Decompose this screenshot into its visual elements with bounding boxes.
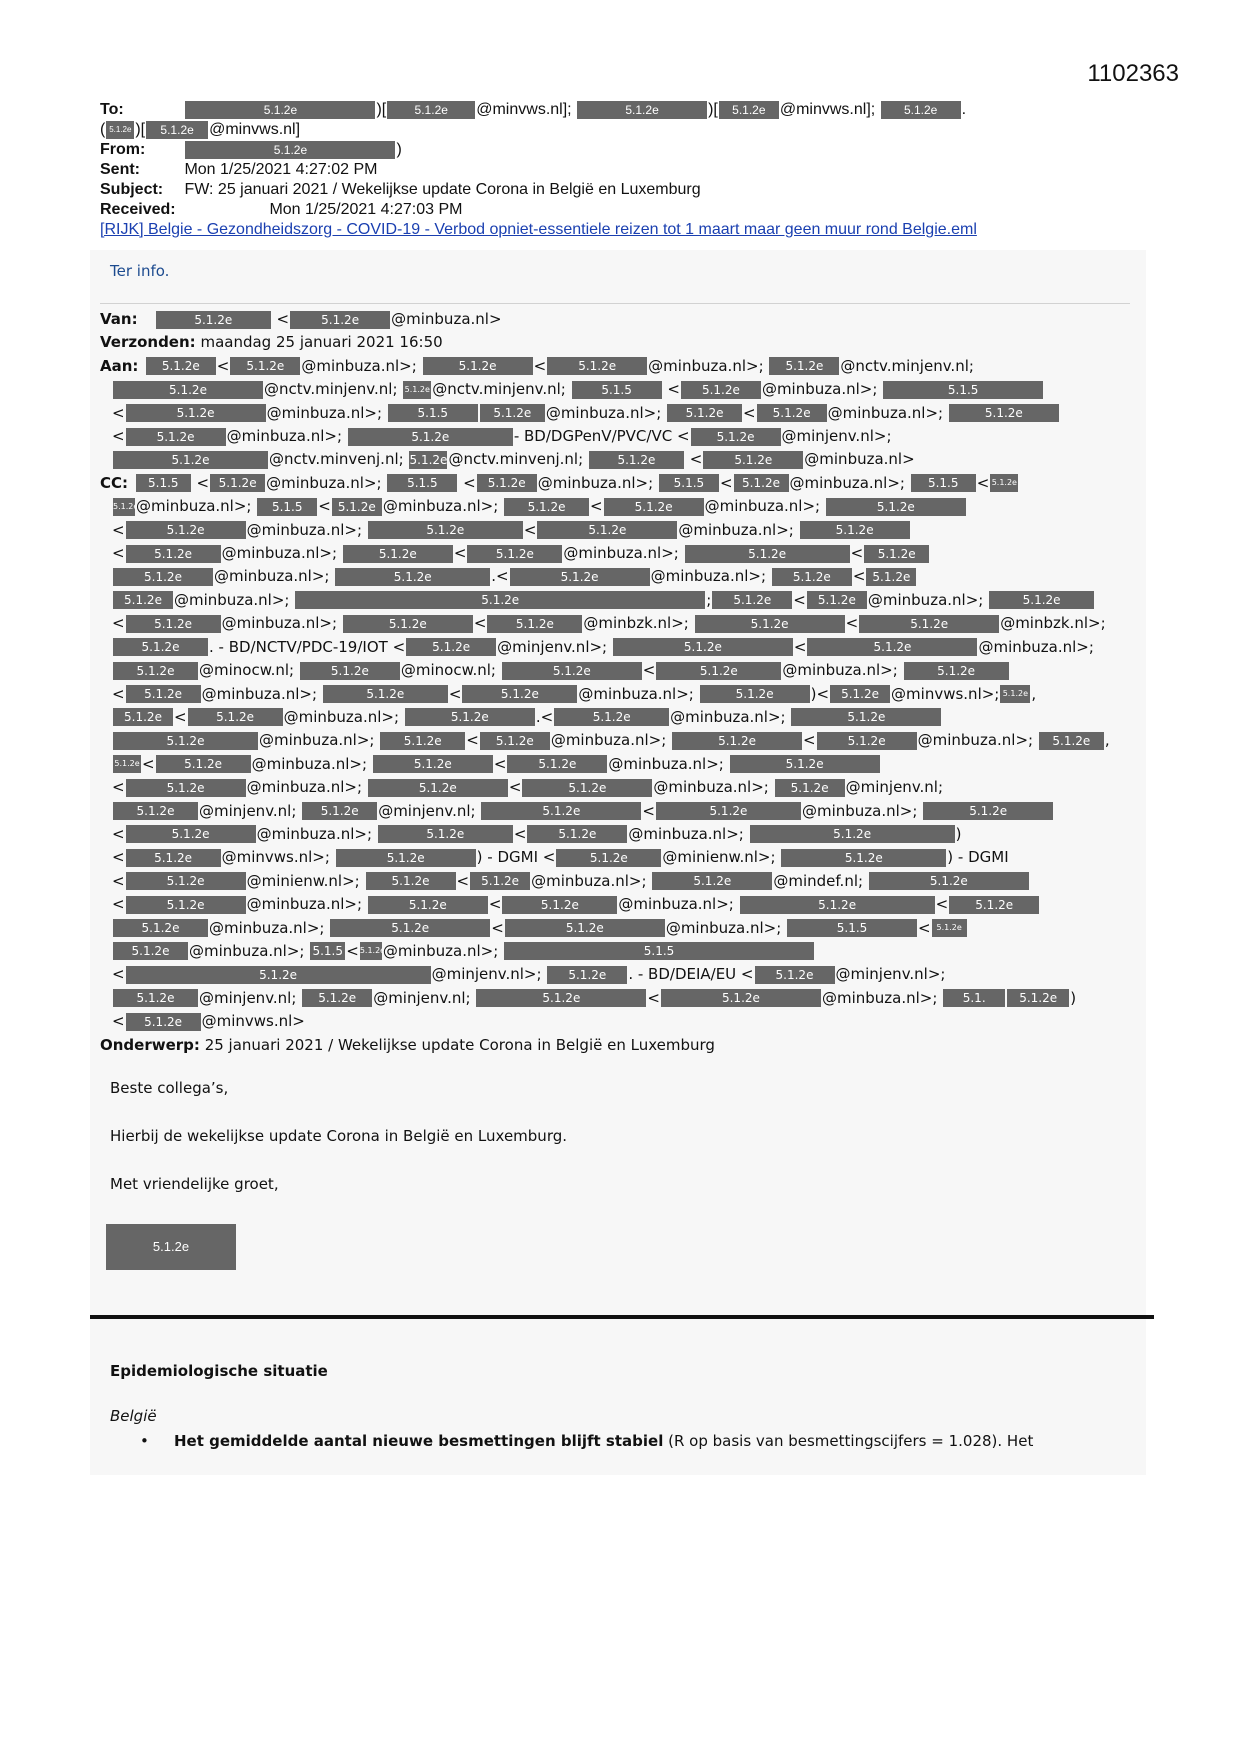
redaction: 5.1.2e (480, 732, 550, 750)
redaction: 5.1.2e (712, 591, 792, 609)
redaction: 5.1.2e (302, 802, 377, 820)
redaction: 5.1.5 (387, 474, 457, 492)
email-domain: @minienw.nl>; (662, 848, 776, 867)
redaction: 5.1.2e (750, 825, 955, 843)
redaction: 5.1.2e (409, 452, 448, 467)
email-domain: @minbuza.nl>; (650, 567, 767, 586)
redaction: 5.1.2e (681, 381, 761, 399)
attachment-row (100, 220, 1140, 240)
redaction: 5.1.2e (368, 779, 508, 797)
email-domain: @minbuza.nl>; (201, 684, 318, 703)
cc-line: 5.1.2e @minjenv.nl; 5.1.2e @minjenv.nl; 5.1.2e < 5.1.2e @minbuza.nl>; 5.1.2e (100, 800, 1140, 823)
aan-line: Aan: 5.1.2e < 5.1.2e @minbuza.nl>; 5.1.2e < 5.1.2e @minbuza.nl>; 5.1.2e @nctv.minjenv.nl; (100, 355, 1140, 378)
redaction: 5.1.2e (755, 966, 835, 984)
redaction: 5.1.2e (656, 662, 781, 680)
redaction: 5.1.2e (470, 872, 530, 890)
redaction: 5.1.2e (330, 919, 490, 937)
redaction: 5.1.2e (807, 591, 867, 609)
redaction: 5.1.2e (949, 404, 1059, 422)
verzonden-value: maandag 25 januari 2021 16:50 (200, 333, 443, 352)
bullet-rest-text: (R op basis van besmettingscijfers = 1.028). Het (663, 1432, 1034, 1450)
redaction: 5.1.2e (185, 101, 375, 119)
email-domain: ) - DGMI (947, 848, 1009, 867)
verzonden-label: Verzonden: (100, 333, 196, 352)
redaction: 5.1.2e (378, 825, 513, 843)
redaction: 5.1.2e (695, 615, 845, 633)
redaction: 5.1.2e (295, 591, 705, 609)
onderwerp-label: Onderwerp: (100, 1035, 200, 1054)
redaction: 5.1.2e (932, 919, 967, 937)
sent-label: Sent: (100, 161, 140, 178)
cc-line: < 5.1.2e @minbuza.nl>; 5.1.2e < 5.1.2e @minbuza.nl>; 5.1.2e < 5.1.2e (100, 542, 1140, 565)
redaction: 5.1.2e (113, 638, 208, 656)
signature-redaction: 5.1.2e (106, 1224, 236, 1270)
redaction: 5.1.2e (700, 685, 810, 703)
email-domain: @nctv.minvenj.nl; (269, 450, 404, 469)
redaction: 5.1.2e (502, 662, 642, 680)
to-row-continued: ( 5.1.2e )[ 5.1.2e @minvws.nl] (100, 121, 301, 138)
received-row (100, 200, 1140, 220)
redaction: 5.1.2e (113, 942, 188, 960)
divider (100, 303, 1130, 304)
redaction: 5.1.2e (613, 638, 793, 656)
redaction: 5.1.2e (113, 919, 208, 937)
email-domain: @minvws.nl>; (221, 848, 330, 867)
redaction: 5.1.2e (126, 872, 246, 890)
email-domain: @minbuza.nl>; (537, 473, 654, 492)
redaction: 5.1.2e (126, 825, 256, 843)
redaction: 5.1.2e (368, 896, 488, 914)
email-domain: @nctv.minjenv.nl; (432, 380, 566, 399)
email-domain: @minbuza.nl>; (246, 520, 363, 539)
redaction: 5.1.2e (719, 101, 779, 119)
email-domain: @minbuza.nl>; (246, 778, 363, 797)
email-domain: @minjenv.nl>; (781, 427, 892, 446)
closing-text: Met vriendelijke groet, (110, 1175, 279, 1193)
email-domain: @minbuza.nl>; (283, 707, 400, 726)
redaction: 5.1.2e (502, 896, 617, 914)
email-domain: @minbuza.nl>; (653, 778, 769, 797)
sent-value: Mon 1/25/2021 4:27:02 PM (184, 161, 378, 178)
redaction: 5.1.2e (467, 545, 562, 563)
cc-label: CC: (100, 473, 129, 492)
cc-line: < 5.1.2e @minbuza.nl>; 5.1.2e < 5.1.2e @minbzk.nl>; 5.1.2e < 5.1.2e @minbzk.nl>; (112, 614, 1106, 633)
aan-line: 5.1.2e @nctv.minjenv.nl; 5.1.2e @nctv.minjenv.nl; 5.1.5 < 5.1.2e @minbuza.nl>; 5.1.5 (100, 378, 1140, 401)
redaction: 5.1.2e (113, 451, 268, 469)
redaction: 5.1.2e (504, 498, 589, 516)
email-domain: . - BD/NCTV/PDC-19/IOT < (209, 637, 406, 656)
section-title: Epidemiologische situatie (110, 1362, 328, 1380)
redaction: 5.1.2e (360, 942, 382, 960)
redaction: 5.1.2e (380, 732, 465, 750)
email-domain: @minocw.nl; (199, 661, 295, 680)
document-number: 1102363 (1087, 60, 1179, 87)
email-domain: @minvws.nl>; (891, 684, 1000, 703)
redaction: 5.1.2e (113, 732, 258, 750)
email-domain: @minbuza.nl>; (782, 661, 898, 680)
redaction: 5.1.2e (113, 381, 263, 399)
email-domain: . - BD/DEIA/EU < (628, 965, 754, 984)
redaction: 5.1.2e (703, 451, 803, 469)
redaction: 5.1.2e (368, 521, 523, 539)
van-label: Van: (100, 310, 138, 328)
redaction: 5.1.2e (156, 311, 271, 329)
email-domain: @minbuza.nl>; (382, 941, 499, 960)
redaction: 5.1.2e (734, 474, 789, 492)
email-domain: @minbuza.nl>; (827, 403, 944, 422)
redaction: 5.1.2e (113, 989, 198, 1007)
redaction: 5.1.2e (830, 685, 890, 703)
email-domain: @minbuza.nl>; (189, 941, 305, 960)
from-row: From: 5.1.2e ) (100, 141, 402, 158)
email-domain: @minbuza.nl>; (214, 567, 330, 586)
redaction: 5.1.2e (923, 802, 1053, 820)
cc-line: 5.1.2e < 5.1.2e @minbuza.nl>; 5.1.2e < 5.1.2e @minbuza.nl>; 5.1.2e (100, 753, 1140, 776)
email-domain: @minbuza.nl>; (259, 731, 375, 750)
redaction: 5.1.2e (106, 121, 134, 139)
cc-line: 5.1.2e @minbuza.nl>; 5.1.2e < 5.1.2e @minbuza.nl>; 5.1.5 < 5.1.2e (100, 917, 1140, 940)
email-domain: ) - DGMI < (476, 848, 556, 867)
redaction: 5.1.2e (126, 896, 246, 914)
email-domain: @minjenv.nl; (199, 988, 297, 1007)
redaction: 5.1.2e (949, 896, 1039, 914)
redaction: 5.1.2e (332, 498, 382, 516)
email-domain: @minienw.nl>; (246, 871, 360, 890)
redaction: 5.1.2e (990, 474, 1018, 492)
section-rule (90, 1315, 1154, 1319)
received-value: Mon 1/25/2021 4:27:03 PM (269, 201, 463, 218)
cc-line: < 5.1.2e @minbuza.nl>; 5.1.2e < 5.1.2e @minbuza.nl>; 5.1.2e @minjenv.nl; (112, 778, 944, 797)
redaction: 5.1.2e (290, 311, 390, 329)
email-domain: @minbuza.nl>; (266, 403, 383, 422)
cc-line: < 5.1.2e @minvws.nl> (112, 1012, 305, 1031)
sent-row (100, 160, 1140, 180)
bullet-icon: • (140, 1432, 149, 1450)
redaction: 5.1.2e (126, 428, 226, 446)
cc-line: < 5.1.2e @minjenv.nl>; 5.1.2e . - BD/DEIA/EU < 5.1.2e @minjenv.nl>; (112, 965, 946, 984)
redaction: 5.1.2e (126, 849, 221, 867)
email-domain: @minjenv.nl; (378, 801, 476, 820)
email-domain: @minbuza.nl>; (246, 895, 363, 914)
aan-line: 5.1.2e @nctv.minvenj.nl; 5.1.2e@nctv.minvenj.nl; 5.1.2e < 5.1.2e @minbuza.nl> (100, 448, 1140, 471)
redaction: 5.1.2e (656, 802, 801, 820)
email-domain: @minbuza.nl>; (618, 895, 734, 914)
redaction: 5.1.2e (481, 802, 641, 820)
redaction: 5.1.2e (869, 872, 1029, 890)
country-heading: België (110, 1407, 157, 1425)
redaction: 5.1.2e (730, 755, 880, 773)
email-domain: @minjenv.nl; (845, 778, 944, 797)
redaction: 5.1.2e (691, 428, 781, 446)
email-domain: @minvws.nl]; (476, 101, 572, 118)
redaction: 5.1.5 (883, 381, 1043, 399)
redaction: 5.1.2e (864, 545, 929, 563)
redaction: 5.1.2e (775, 779, 845, 797)
redaction: 5.1.2e (672, 732, 802, 750)
email-domain: @minbzk.nl>; (583, 614, 689, 633)
email-domain: @minbuza.nl>; (382, 497, 499, 516)
cc-line: 5.1.2e @minbuza.nl>; 5.1.5 <5.1.2e@minbuza.nl>; 5.1.5 (100, 940, 1140, 963)
redaction: 5.1.2e (757, 404, 827, 422)
redaction: 5.1.2e (881, 101, 961, 119)
email-domain: @minbuza.nl>; (221, 544, 338, 563)
redaction: 5.1.2e (405, 708, 535, 726)
redaction: 5.1.2e (146, 357, 216, 375)
email-domain: @nctv.minjenv.nl; (840, 356, 974, 375)
email-domain: @minjenv.nl>; (835, 965, 946, 984)
email-domain: @minvws.nl> (201, 1012, 305, 1031)
redaction: 5.1.2e (335, 568, 490, 586)
redaction: 5.1.2e (126, 779, 246, 797)
email-domain: @minbuza.nl>; (761, 380, 878, 399)
from-label: From: (100, 141, 146, 158)
redaction: 5.1.2e (1039, 732, 1104, 750)
redaction: 5.1.2e (343, 615, 473, 633)
email-domain: @minbuza.nl>; (801, 801, 918, 820)
email-domain: @minbuza.nl>; (665, 918, 782, 937)
redaction: 5.1. (943, 989, 1005, 1007)
email-domain: @minbuza.nl>; (648, 356, 764, 375)
redaction: 5.1.2e (188, 708, 283, 726)
redaction: 5.1.2e (1000, 685, 1030, 703)
email-domain: @minbuza.nl>; (531, 871, 647, 890)
redaction: 5.1.2e (113, 708, 173, 726)
email-domain: @minvws.nl] (209, 121, 301, 138)
redaction: 5.1.2e (185, 141, 395, 159)
redaction: 5.1.2e (556, 849, 661, 867)
redaction: 5.1.2e (126, 545, 221, 563)
bullet-item (140, 1432, 1033, 1450)
email-domain: @minbuza.nl>; (226, 427, 343, 446)
email-domain: @minbuza.nl>; (136, 497, 252, 516)
cc-line: < 5.1.2e @minbuza.nl>; 5.1.2e < 5.1.2e @minbuza.nl>; 5.1.2e (100, 519, 1140, 542)
forwarded-header (100, 308, 1140, 1057)
received-label: Received: (100, 201, 176, 218)
email-domain: @minbzk.nl>; (1000, 614, 1106, 633)
redaction: 5.1.2e (866, 568, 916, 586)
redaction: 5.1.5 (911, 474, 976, 492)
redaction: 5.1.2e (477, 474, 537, 492)
email-domain: @minjenv.nl>; (431, 965, 542, 984)
email-domain: @minbuza.nl>; (678, 520, 794, 539)
redaction: 5.1.2e (487, 615, 582, 633)
redaction: 5.1.2e (302, 989, 372, 1007)
redaction: 5.1.2e (904, 662, 1009, 680)
aan-line: < 5.1.2e @minbuza.nl>; 5.1.2e - BD/DGPenV/PVC/VC < 5.1.2e @minjenv.nl>; (112, 427, 892, 446)
email-domain: @minbuza.nl>; (301, 356, 417, 375)
attachment-link[interactable]: [RIJK] Belgie - Gezondheidszorg - COVID-19 - Verbod opniet-essentiele reizen tot 1 maart maar geen muur rond Belgie.eml (100, 221, 977, 238)
redaction: 5.1.2e (126, 685, 201, 703)
redaction: 5.1.2e (577, 101, 707, 119)
onderwerp-value: 25 januari 2021 / Wekelijkse update Corona in België en Luxemburg (204, 1035, 715, 1054)
redaction: 5.1.2e (348, 428, 513, 446)
email-domain: @minbuza.nl> (804, 450, 915, 469)
redaction: 5.1.5 (257, 498, 317, 516)
redaction: 5.1.2e (859, 615, 999, 633)
email-domain: @minbuza.nl>; (789, 473, 905, 492)
redaction: 5.1.2e (667, 404, 742, 422)
redaction: 5.1.2e (772, 568, 852, 586)
email-domain: @minbuza.nl>; (867, 590, 984, 609)
redaction: 5.1.2e (685, 545, 850, 563)
redaction: 5.1.2e (800, 521, 910, 539)
redaction: 5.1.2e (826, 498, 966, 516)
redaction: 5.1.2e (366, 872, 456, 890)
subject-label: Subject: (100, 181, 164, 198)
redaction: 5.1.2e (230, 357, 300, 375)
redaction: 5.1.5 (310, 942, 345, 960)
cc-line: 5.1.2e @minjenv.nl; 5.1.2e @minjenv.nl; 5.1.2e < 5.1.2e @minbuza.nl>; 5.1. 5.1.2e ) (100, 987, 1140, 1010)
redaction: 5.1.2e (126, 1013, 201, 1031)
redaction: 5.1.5 (787, 919, 917, 937)
redaction: 5.1.2e (522, 779, 652, 797)
cc-line: 5.1.2e @minbuza.nl>; 5.1.2e .< 5.1.2e @minbuza.nl>; 5.1.2e < 5.1.2e (100, 565, 1140, 588)
redaction: 5.1.2e (113, 591, 173, 609)
email-domain: @nctv.minvenj.nl; (448, 450, 584, 469)
redaction: 5.1.2e (480, 404, 545, 422)
redaction: 5.1.2e (113, 568, 213, 586)
redaction: 5.1.2e (210, 474, 265, 492)
redaction: 5.1.5 (136, 474, 191, 492)
email-domain: @minbuza.nl>; (978, 637, 1094, 656)
email-domain: @minbuza.nl>; (563, 544, 679, 563)
redaction: 5.1.2e (300, 662, 400, 680)
redaction: 5.1.2e (126, 404, 266, 422)
redaction: 5.1.2e (781, 849, 946, 867)
verzonden-line (100, 331, 1140, 354)
redaction: 5.1.2e (547, 357, 647, 375)
redaction: 5.1.2e (126, 966, 431, 984)
email-domain: @minbuza.nl> (391, 310, 502, 328)
intro-text: Hierbij de wekelijkse update Corona in België en Luxemburg. (110, 1127, 568, 1145)
email-domain: @minbuza.nl>; (704, 497, 821, 516)
redaction: 5.1.2e (807, 638, 977, 656)
redaction: 5.1.2e (791, 708, 941, 726)
email-domain: @minbuza.nl>; (256, 824, 373, 843)
aan-line: < 5.1.2e @minbuza.nl>; 5.1.5 5.1.2e @minbuza.nl>; 5.1.2e < 5.1.2e @minbuza.nl>; 5.1.2e (100, 402, 1140, 425)
redaction: 5.1.2e (661, 989, 821, 1007)
cc-line: < 5.1.2e @minbuza.nl>; 5.1.2e < 5.1.2e @minbuza.nl>; 5.1.2e < 5.1.2e (100, 893, 1140, 916)
email-domain: @minbuza.nl>; (209, 918, 325, 937)
cc-line: 5.1.2e . - BD/NCTV/PDC-19/IOT < 5.1.2e @minjenv.nl>; 5.1.2e < 5.1.2e @minbuza.nl>; (100, 636, 1140, 659)
email-domain: @minbuza.nl>; (221, 614, 338, 633)
redaction: 5.1.2e (817, 732, 917, 750)
email-domain: @minvws.nl]; (779, 101, 876, 118)
email-domain: @minbuza.nl>; (821, 988, 938, 1007)
cc-line: 5.1.2e @minbuza.nl>; 5.1.2e < 5.1.2e @minbuza.nl>; 5.1.2e < 5.1.2e @minbuza.nl>; 5.1.2e , (100, 729, 1140, 752)
cc-line: 5.1.2e@minbuza.nl>; 5.1.5 < 5.1.2e @minbuza.nl>; 5.1.2e < 5.1.2e @minbuza.nl>; 5.1.2e (100, 495, 1140, 518)
redaction: 5.1.2e (537, 521, 677, 539)
cc-line: < 5.1.2e @minbuza.nl>; 5.1.2e < 5.1.2e @minbuza.nl>; 5.1.2e )< 5.1.2e @minvws.nl>; 5.1.2e , (112, 684, 1037, 703)
redaction: 5.1.2e (510, 568, 650, 586)
redaction: 5.1.2e (406, 638, 496, 656)
email-domain: @minjenv.nl>; (497, 637, 608, 656)
email-domain: - BD/DGPenV/PVC/VC < (513, 427, 690, 446)
redaction: 5.1.5 (659, 474, 719, 492)
redaction: 5.1.2e (989, 591, 1094, 609)
email-domain: @minbuza.nl>; (578, 684, 694, 703)
email-domain: @minbuza.nl>; (545, 403, 662, 422)
email-domain: @minocw.nl; (400, 661, 496, 680)
redaction: 5.1.2e (343, 545, 453, 563)
cc-line: < 5.1.2e @minvws.nl>; 5.1.2e ) - DGMI < 5.1.2e @minienw.nl>; 5.1.2e ) - DGMI (112, 848, 1009, 867)
redaction: 5.1.2e (146, 121, 208, 139)
redaction: 5.1.2e (113, 498, 135, 516)
redaction: 5.1.2e (462, 685, 577, 703)
email-domain: @minbuza.nl>; (917, 731, 1034, 750)
email-domain: @minbuza.nl>; (608, 754, 724, 773)
aan-label: Aan: (100, 356, 139, 375)
redaction: 5.1.5 (388, 404, 478, 422)
cc-line: 5.1.2e @minocw.nl; 5.1.2e @minocw.nl; 5.1.2e < 5.1.2e @minbuza.nl>; 5.1.2e (100, 659, 1140, 682)
van-line: Van: 5.1.2e < 5.1.2e @minbuza.nl> (100, 308, 1140, 331)
onderwerp-line (100, 1034, 1140, 1057)
redaction: 5.1.2e (589, 451, 684, 469)
redaction: 5.1.2e (156, 755, 251, 773)
redaction: 5.1.2e (403, 381, 431, 399)
to-label: To: (100, 101, 124, 118)
email-domain: @minbuza.nl>; (628, 824, 744, 843)
redaction: 5.1.2e (554, 708, 669, 726)
redaction: 5.1.2e (113, 662, 198, 680)
email-domain: @mindef.nl; (773, 871, 864, 890)
cc-line: 5.1.2e < 5.1.2e @minbuza.nl>; 5.1.2e .< 5.1.2e @minbuza.nl>; 5.1.2e (100, 706, 1140, 729)
redaction: 5.1.2e (113, 802, 198, 820)
email-domain: @minbuza.nl>; (670, 707, 786, 726)
redaction: 5.1.2e (604, 498, 704, 516)
greeting: Beste collega’s, (110, 1079, 229, 1097)
redaction: 5.1.2e (740, 896, 935, 914)
redaction: 5.1.2e (547, 966, 627, 984)
email-domain: @minjenv.nl; (199, 801, 297, 820)
email-domain: @minbuza.nl>; (251, 754, 368, 773)
ter-info: Ter info. (110, 262, 170, 280)
cc-line: 5.1.2e @minbuza.nl>; 5.1.2e ; 5.1.2e < 5.1.2e @minbuza.nl>; 5.1.2e (100, 589, 1140, 612)
redaction: 5.1.5 (504, 942, 814, 960)
redaction: 5.1.2e (652, 872, 772, 890)
redaction: 5.1.2e (1007, 989, 1069, 1007)
subject-value: FW: 25 januari 2021 / Wekelijkse update Corona in België en Luxemburg (184, 181, 701, 198)
redaction: 5.1.2e (126, 521, 246, 539)
redaction: 5.1.2e (505, 919, 665, 937)
redaction: 5.1.2e (323, 685, 448, 703)
cc-line: < 5.1.2e @minienw.nl>; 5.1.2e < 5.1.2e @minbuza.nl>; 5.1.2e @mindef.nl; 5.1.2e (100, 870, 1140, 893)
redaction: 5.1.2e (113, 755, 141, 773)
redaction: 5.1.2e (126, 615, 221, 633)
cc-line: < 5.1.2e @minbuza.nl>; 5.1.2e < 5.1.2e @minbuza.nl>; 5.1.2e ) (112, 824, 962, 843)
subject-row (100, 180, 1140, 200)
redaction: 5.1.2e (336, 849, 476, 867)
redaction: 5.1.2e (476, 989, 646, 1007)
redaction: 5.1.2e (373, 755, 493, 773)
email-domain: @minbuza.nl>; (550, 731, 667, 750)
email-domain: @nctv.minjenv.nl; (264, 380, 398, 399)
to-row: To: 5.1.2e )[ 5.1.2e @minvws.nl]; 5.1.2e )[ 5.1.2e @minvws.nl]; 5.1.2e . (100, 101, 967, 118)
redaction: 5.1.2e (769, 357, 839, 375)
redaction: 5.1.2e (527, 825, 627, 843)
cc-line: CC: 5.1.5 < 5.1.2e @minbuza.nl>; 5.1.5 < 5.1.2e @minbuza.nl>; 5.1.5 < 5.1.2e @minbuza.nl>; 5.1.5 < 5.1.2e (100, 472, 1140, 495)
email-domain: @minjenv.nl; (373, 988, 471, 1007)
redaction: 5.1.5 (572, 381, 662, 399)
email-domain: @minbuza.nl>; (266, 473, 382, 492)
redaction: 5.1.2e (423, 357, 533, 375)
redaction: 5.1.2e (507, 755, 607, 773)
email-domain: @minbuza.nl>; (174, 590, 290, 609)
redaction: 5.1.2e (387, 101, 475, 119)
email-header (100, 100, 1140, 240)
bullet-bold-text: Het gemiddelde aantal nieuwe besmettingen blijft stabiel (174, 1432, 664, 1450)
